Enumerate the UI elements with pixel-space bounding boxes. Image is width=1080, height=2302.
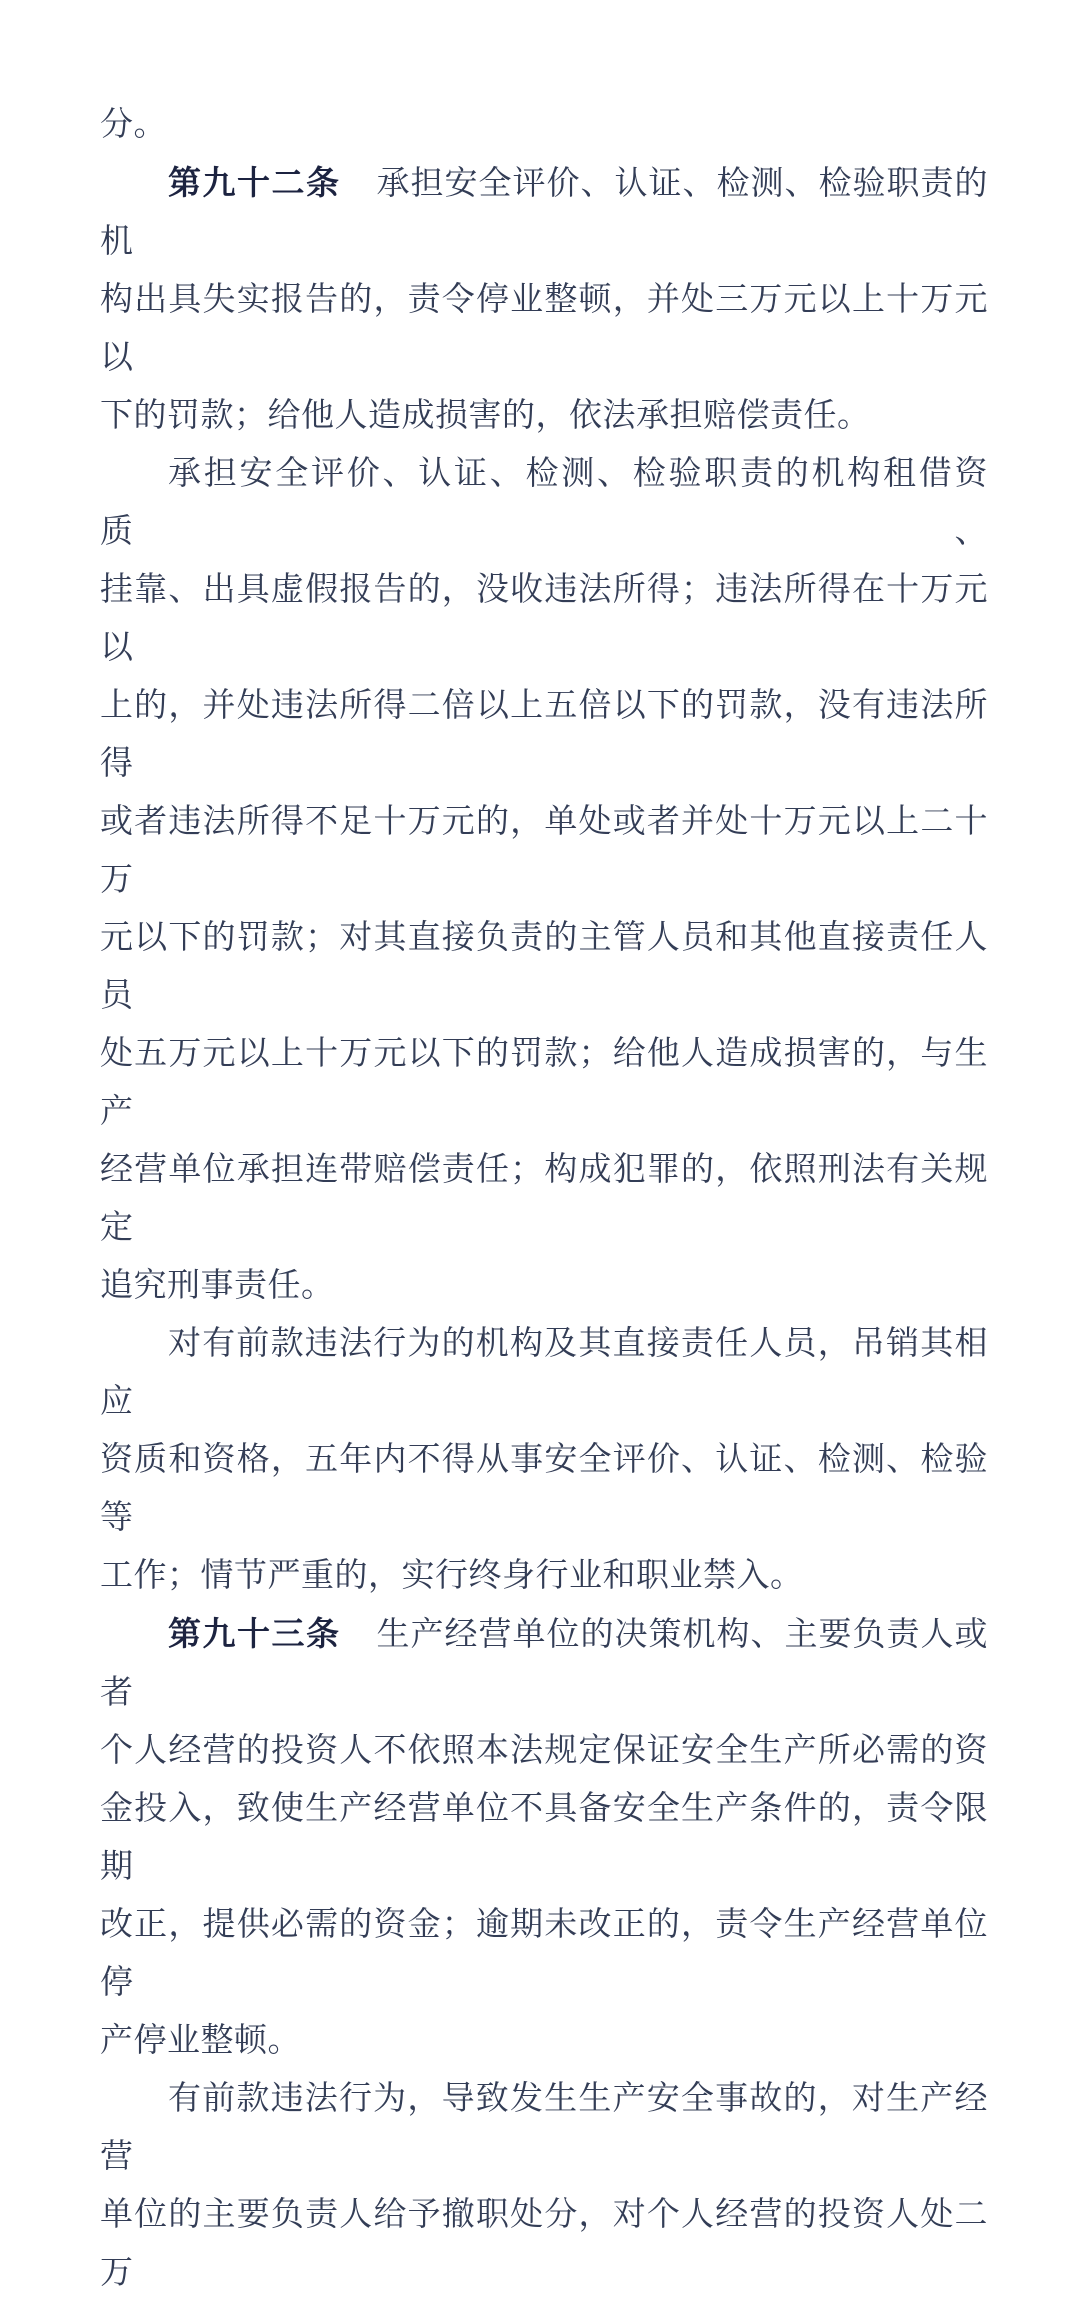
line-text: 下的罚款；给他人造成损害的，依法承担赔偿责任。 <box>100 398 871 434</box>
line-text: 资质和资格，五年内不得从事安全评价、认证、检测、检验等 <box>100 1442 988 1536</box>
text-line <box>100 1896 988 2012</box>
line-text: 改正，提供必需的资金；逾期未改正的，责令生产经营单位停 <box>100 1907 988 2001</box>
text-line <box>100 677 988 793</box>
text-line <box>100 1547 988 1605</box>
line-text: 金投入，致使生产经营单位不具备安全生产条件的，责令限期 <box>100 1791 988 1885</box>
line-text: 经营单位承担连带赔偿责任；构成犯罪的，依照刑法有关规定 <box>100 1152 988 1246</box>
line-text: 产停业整顿。 <box>100 2023 301 2059</box>
line-text: 对有前款违法行为的机构及其直接责任人员，吊销其相应 <box>100 1326 988 1420</box>
line-text: 或者违法所得不足十万元的，单处或者并处十万元以上二十万 <box>100 804 988 898</box>
text-line <box>100 1141 988 1257</box>
article-number-93: 第九十三条 <box>168 1615 341 1652</box>
line-text: 个人经营的投资人不依照本法规定保证安全生产所必需的资 <box>100 1733 988 1769</box>
line-text: 上的，并处违法所得二倍以上五倍以下的罚款，没有违法所得 <box>100 688 988 782</box>
line-text: 追究刑事责任。 <box>100 1268 335 1304</box>
line-text: 承担安全评价、认证、检测、检验职责的机 <box>100 166 988 260</box>
line-text: 挂靠、出具虚假报告的，没收违法所得；违法所得在十万元以 <box>100 572 988 666</box>
text-line <box>100 1257 988 1315</box>
text-line <box>100 2186 988 2302</box>
text-line-article-93-start <box>100 1605 988 1722</box>
text-line-paragraph-start <box>100 2070 988 2186</box>
line-text: 有前款违法行为，导致发生生产安全事故的，对生产经营 <box>100 2081 988 2175</box>
line-text: 元以下的罚款；对其直接负责的主管人员和其他直接责任人员 <box>100 920 988 1014</box>
line-text: 承担安全评价、认证、检测、检验职责的机构租借资质、 <box>100 456 988 550</box>
line-text: 构出具失实报告的，责令停业整顿，并处三万元以上十万元以 <box>100 282 988 376</box>
text-line-paragraph-start <box>100 1315 988 1431</box>
text-line <box>100 2012 988 2070</box>
text-line-paragraph-start <box>100 445 988 561</box>
line-text: 处五万元以上十万元以下的罚款；给他人造成损害的，与生产 <box>100 1036 988 1130</box>
text-line <box>100 909 988 1025</box>
line-text: 工作；情节严重的，实行终身行业和职业禁入。 <box>100 1558 804 1594</box>
text-line <box>100 1025 988 1141</box>
text-line <box>100 271 988 387</box>
line-text: 分。 <box>100 107 167 143</box>
text-line-article-92-start <box>100 154 988 271</box>
text-line <box>100 1722 988 1780</box>
text-line <box>100 793 988 909</box>
text-line <box>100 387 988 445</box>
line-text: 单位的主要负责人给予撤职处分，对个人经营的投资人处二万 <box>100 2197 988 2291</box>
text-line <box>100 561 988 677</box>
article-number-92: 第九十二条 <box>168 164 341 201</box>
text-line <box>100 1780 988 1896</box>
text-line <box>100 1431 988 1547</box>
line-text: 生产经营单位的决策机构、主要负责人或者 <box>100 1617 988 1711</box>
document-text-block <box>100 96 988 2302</box>
text-line <box>100 96 988 154</box>
